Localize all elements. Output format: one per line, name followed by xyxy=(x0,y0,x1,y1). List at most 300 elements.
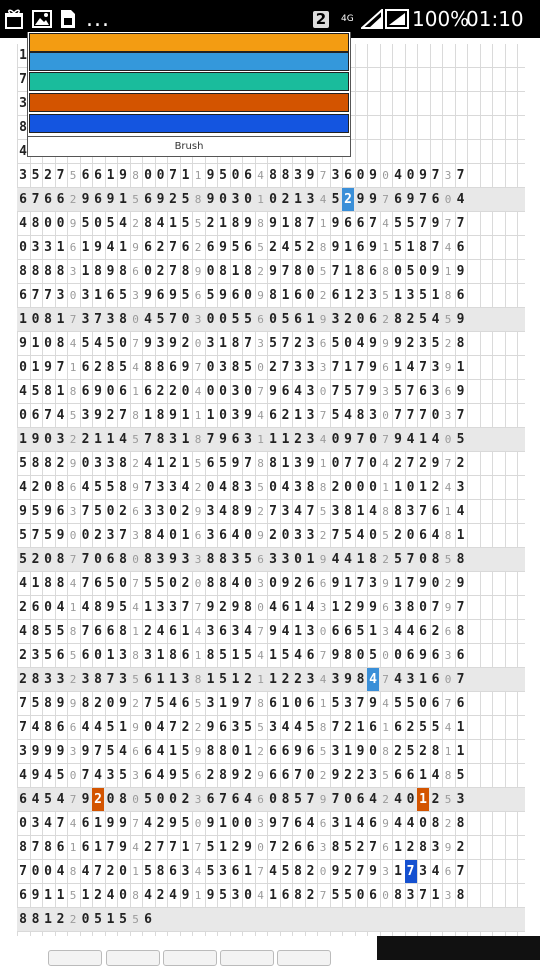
grid-cell[interactable]: 9 xyxy=(94,408,102,423)
grid-cell[interactable]: 4 xyxy=(56,792,65,807)
grid-cell[interactable]: 5 xyxy=(394,696,402,711)
grid-cell[interactable]: 4 xyxy=(294,648,302,663)
grid-cell[interactable]: 0 xyxy=(244,816,252,831)
grid-cell[interactable]: 6 xyxy=(231,864,240,879)
grid-cell[interactable]: 6 xyxy=(144,744,152,759)
grid-cell[interactable]: 1 xyxy=(169,744,177,759)
grid-cell[interactable]: 6 xyxy=(281,600,290,615)
grid-cell[interactable]: 2 xyxy=(19,600,27,615)
grid-cell[interactable]: 4 xyxy=(406,816,415,831)
grid-cell[interactable]: 6 xyxy=(344,624,352,639)
grid-cell[interactable]: 0 xyxy=(269,576,277,591)
grid-cell[interactable]: 5 xyxy=(306,720,315,735)
grid-cell[interactable]: 6 xyxy=(356,216,365,231)
grid-cell[interactable]: 7 xyxy=(456,600,465,615)
grid-cell[interactable]: 0 xyxy=(181,312,190,327)
grid-cell[interactable]: 4 xyxy=(394,816,402,831)
grid-cell[interactable]: 8 xyxy=(431,552,440,567)
grid-cell[interactable]: 8 xyxy=(294,864,302,879)
grid-cell[interactable]: 8 xyxy=(119,264,127,279)
grid-cell[interactable]: 3 xyxy=(94,456,102,471)
grid-cell[interactable]: 5 xyxy=(231,240,240,255)
grid-cell[interactable]: 0 xyxy=(369,480,377,495)
grid-cell[interactable]: 1 xyxy=(19,432,27,447)
grid-cell[interactable]: 4 xyxy=(394,624,402,639)
grid-cell[interactable]: 2 xyxy=(81,432,90,447)
grid-cell[interactable]: 2 xyxy=(181,336,190,351)
grid-cell[interactable]: 5 xyxy=(219,672,227,687)
grid-cell[interactable]: 1 xyxy=(181,456,190,471)
grid-cell[interactable]: 8 xyxy=(119,552,127,567)
grid-cell[interactable]: 4 xyxy=(94,768,102,783)
grid-cell[interactable]: 1 xyxy=(406,240,415,255)
grid-cell[interactable]: 6 xyxy=(269,768,277,783)
grid-cell[interactable]: 7 xyxy=(81,624,90,639)
grid-cell[interactable]: 3 xyxy=(119,672,127,687)
grid-cell[interactable]: 3 xyxy=(294,360,302,375)
grid-cell[interactable]: 0 xyxy=(406,792,415,807)
grid-cell[interactable]: 7 xyxy=(144,696,152,711)
grid-cell[interactable]: 9 xyxy=(369,600,377,615)
grid-cell[interactable]: 8 xyxy=(244,264,252,279)
grid-cell[interactable]: 9 xyxy=(456,264,465,279)
grid-cell[interactable]: 9 xyxy=(19,504,27,519)
grid-cell[interactable]: 7 xyxy=(181,600,190,615)
grid-cell[interactable]: 6 xyxy=(144,768,152,783)
grid-cell[interactable]: 2 xyxy=(356,840,365,855)
grid-cell[interactable]: 3 xyxy=(306,624,315,639)
grid-cell[interactable]: 6 xyxy=(281,768,290,783)
grid-cell[interactable]: 1 xyxy=(231,648,240,663)
grid-cell[interactable]: 6 xyxy=(419,384,427,399)
grid-cell[interactable]: 3 xyxy=(344,696,352,711)
grid-cell[interactable]: 9 xyxy=(244,408,252,423)
grid-cell[interactable]: 9 xyxy=(106,600,115,615)
grid-cell[interactable]: 1 xyxy=(394,576,402,591)
grid-cell[interactable]: 5 xyxy=(181,216,190,231)
grid-cell[interactable]: 0 xyxy=(356,480,365,495)
grid-cell[interactable]: 9 xyxy=(81,744,90,759)
grid-cell[interactable]: 9 xyxy=(119,816,127,831)
grid-cell[interactable]: 2 xyxy=(294,336,302,351)
grid-cell[interactable]: 6 xyxy=(344,216,352,231)
grid-cell[interactable]: 8 xyxy=(456,552,465,567)
grid-cell[interactable]: 7 xyxy=(406,408,415,423)
grid-cell[interactable]: 9 xyxy=(356,744,365,759)
grid-cell[interactable]: 3 xyxy=(31,240,40,255)
grid-cell[interactable]: 0 xyxy=(119,576,127,591)
grid-cell[interactable]: 2 xyxy=(306,888,315,903)
grid-cell[interactable]: 9 xyxy=(156,192,165,207)
grid-cell[interactable]: 8 xyxy=(106,360,115,375)
grid-cell[interactable]: 2 xyxy=(269,360,277,375)
grid-cell[interactable]: 2 xyxy=(244,672,252,687)
grid-cell[interactable]: 2 xyxy=(156,816,165,831)
grid-cell[interactable]: 8 xyxy=(219,576,227,591)
grid-cell[interactable]: 8 xyxy=(31,216,40,231)
grid-cell[interactable]: 3 xyxy=(56,672,65,687)
grid-cell[interactable]: 0 xyxy=(144,264,152,279)
grid-cell[interactable]: 2 xyxy=(106,864,115,879)
grid-cell[interactable]: 7 xyxy=(94,312,102,327)
grid-cell[interactable]: 3 xyxy=(156,600,165,615)
grid-cell[interactable]: 3 xyxy=(31,648,40,663)
grid-cell[interactable]: 3 xyxy=(156,504,165,519)
grid-cell[interactable]: 2 xyxy=(344,720,352,735)
grid-cell[interactable]: 0 xyxy=(44,600,52,615)
grid-cell[interactable]: 0 xyxy=(406,528,415,543)
grid-cell[interactable]: 0 xyxy=(19,240,27,255)
grid-cell[interactable]: 6 xyxy=(306,648,315,663)
grid-cell[interactable]: 2 xyxy=(294,672,302,687)
grid-cell[interactable]: 8 xyxy=(269,168,277,183)
grid-cell[interactable]: 6 xyxy=(306,576,315,591)
grid-cell[interactable]: 5 xyxy=(331,336,340,351)
grid-cell[interactable]: 2 xyxy=(331,480,340,495)
grid-cell[interactable]: 9 xyxy=(306,168,315,183)
grid-cell[interactable]: 4 xyxy=(406,432,415,447)
grid-cell[interactable]: 7 xyxy=(369,216,377,231)
grid-cell[interactable]: 7 xyxy=(281,336,290,351)
grid-cell[interactable]: 0 xyxy=(19,360,27,375)
grid-cell[interactable]: 1 xyxy=(356,504,365,519)
grid-cell[interactable]: 2 xyxy=(306,864,315,879)
grid-cell[interactable]: 3 xyxy=(306,384,315,399)
grid-cell[interactable]: 4 xyxy=(306,600,315,615)
grid-cell[interactable]: 8 xyxy=(356,408,365,423)
grid-cell[interactable]: 5 xyxy=(206,864,215,879)
grid-cell[interactable]: 7 xyxy=(419,408,427,423)
grid-cell[interactable]: 4 xyxy=(144,816,152,831)
grid-cell[interactable]: 2 xyxy=(456,456,465,471)
grid-cell[interactable]: 0 xyxy=(369,456,377,471)
grid-cell[interactable]: 3 xyxy=(306,528,315,543)
grid-cell[interactable]: 1 xyxy=(419,432,427,447)
grid-cell[interactable]: 8 xyxy=(244,600,252,615)
grid-cell[interactable]: 3 xyxy=(306,672,315,687)
grid-cell[interactable]: 0 xyxy=(356,888,365,903)
grid-cell[interactable]: 5 xyxy=(231,312,240,327)
grid-cell[interactable]: 3 xyxy=(406,888,415,903)
grid-cell[interactable]: 6 xyxy=(94,624,102,639)
grid-cell[interactable]: 6 xyxy=(31,408,40,423)
grid-cell[interactable]: 5 xyxy=(119,768,127,783)
color-picker-popup[interactable] xyxy=(27,32,351,157)
grid-cell[interactable]: 3 xyxy=(306,432,315,447)
grid-cell[interactable]: 1 xyxy=(281,216,290,231)
grid-cell[interactable]: 3 xyxy=(106,768,115,783)
grid-cell[interactable]: 8 xyxy=(56,552,65,567)
grid-cell[interactable]: 8 xyxy=(94,600,102,615)
grid-cell[interactable]: 7 xyxy=(419,360,427,375)
grid-cell[interactable]: 9 xyxy=(94,384,102,399)
grid-cell[interactable]: 5 xyxy=(356,624,365,639)
grid-cell[interactable]: 9 xyxy=(169,336,177,351)
grid-cell[interactable]: 7 xyxy=(19,72,27,87)
grid-cell[interactable]: 0 xyxy=(19,408,27,423)
grid-cell[interactable]: 5 xyxy=(394,552,402,567)
grid-cell[interactable]: 0 xyxy=(156,168,165,183)
grid-cell[interactable]: 6 xyxy=(331,624,340,639)
grid-cell[interactable]: 2 xyxy=(419,744,427,759)
grid-cell[interactable]: 3 xyxy=(119,648,127,663)
grid-cell[interactable]: 9 xyxy=(231,768,240,783)
grid-cell[interactable]: 6 xyxy=(219,528,227,543)
grid-cell[interactable]: 7 xyxy=(44,288,52,303)
grid-cell[interactable]: 3 xyxy=(181,552,190,567)
grid-cell[interactable]: 1 xyxy=(181,168,190,183)
grid-cell[interactable]: 1 xyxy=(181,624,190,639)
grid-cell[interactable]: 7 xyxy=(206,432,215,447)
grid-cell[interactable]: 6 xyxy=(19,192,27,207)
grid-cell[interactable]: 8 xyxy=(331,840,340,855)
grid-cell[interactable]: 7 xyxy=(106,840,115,855)
grid-cell[interactable]: 3 xyxy=(431,360,440,375)
grid-cell[interactable]: 4 xyxy=(156,528,165,543)
grid-cell[interactable]: 2 xyxy=(344,768,352,783)
grid-cell[interactable]: 7 xyxy=(94,864,102,879)
grid-cell[interactable]: 0 xyxy=(394,648,402,663)
grid-cell[interactable]: 8 xyxy=(394,888,402,903)
grid-cell[interactable]: 2 xyxy=(31,552,40,567)
grid-cell[interactable]: 3 xyxy=(156,480,165,495)
grid-cell[interactable]: 7 xyxy=(169,720,177,735)
grid-cell[interactable]: 4 xyxy=(19,624,27,639)
grid-cell[interactable]: 6 xyxy=(419,624,427,639)
grid-cell[interactable]: 8 xyxy=(19,840,27,855)
grid-cell[interactable]: 5 xyxy=(281,864,290,879)
grid-cell[interactable]: 9 xyxy=(331,864,340,879)
grid-cell[interactable]: 6 xyxy=(356,792,365,807)
grid-cell[interactable]: 6 xyxy=(269,744,277,759)
grid-cell[interactable]: 0 xyxy=(119,864,127,879)
grid-cell[interactable]: 0 xyxy=(244,192,252,207)
grid-cell[interactable]: 8 xyxy=(144,552,152,567)
grid-cell[interactable]: 8 xyxy=(356,672,365,687)
grid-cell[interactable]: 6 xyxy=(294,816,302,831)
grid-cell[interactable]: 8 xyxy=(219,744,227,759)
grid-cell[interactable]: 9 xyxy=(369,336,377,351)
grid-cell[interactable]: 4 xyxy=(81,480,90,495)
grid-cell[interactable]: 5 xyxy=(244,648,252,663)
grid-cell[interactable]: 7 xyxy=(306,792,315,807)
grid-cell[interactable]: 2 xyxy=(144,840,152,855)
grid-cell[interactable]: 5 xyxy=(106,480,115,495)
grid-cell[interactable]: 9 xyxy=(231,696,240,711)
grid-cell[interactable]: 2 xyxy=(94,528,102,543)
grid-cell[interactable]: 5 xyxy=(106,720,115,735)
grid-cell[interactable]: 5 xyxy=(144,576,152,591)
grid-cell[interactable]: 3 xyxy=(206,504,215,519)
grid-cell[interactable]: 9 xyxy=(169,816,177,831)
grid-cell[interactable]: 0 xyxy=(419,696,427,711)
grid-cell[interactable]: 8 xyxy=(19,264,27,279)
grid-cell[interactable]: 8 xyxy=(56,264,65,279)
grid-cell[interactable]: 9 xyxy=(31,888,40,903)
grid-cell[interactable]: 3 xyxy=(269,552,277,567)
color-swatch-3[interactable] xyxy=(29,72,349,91)
grid-cell[interactable]: 8 xyxy=(206,552,215,567)
grid-cell[interactable]: 6 xyxy=(269,696,277,711)
grid-cell[interactable]: 6 xyxy=(281,384,290,399)
grid-cell[interactable]: 3 xyxy=(456,480,465,495)
grid-cell[interactable]: 5 xyxy=(144,792,152,807)
grid-cell[interactable]: 5 xyxy=(156,696,165,711)
grid-cell[interactable]: 0 xyxy=(356,312,365,327)
grid-cell[interactable]: 9 xyxy=(144,336,152,351)
grid-cell[interactable]: 9 xyxy=(456,384,465,399)
grid-cell[interactable]: 3 xyxy=(44,240,52,255)
grid-cell[interactable]: 0 xyxy=(169,504,177,519)
grid-cell[interactable]: 7 xyxy=(244,336,252,351)
grid-cell[interactable]: 5 xyxy=(406,696,415,711)
grid-cell[interactable]: 2 xyxy=(281,840,290,855)
grid-cell[interactable]: 8 xyxy=(219,264,227,279)
grid-cell[interactable]: 8 xyxy=(231,504,240,519)
grid-cell[interactable]: 5 xyxy=(294,240,302,255)
grid-cell[interactable]: 4 xyxy=(156,744,165,759)
grid-cell[interactable]: 2 xyxy=(344,864,352,879)
grid-cell[interactable]: 2 xyxy=(394,744,402,759)
grid-cell[interactable]: 6 xyxy=(231,432,240,447)
number-grid[interactable] xyxy=(17,44,525,936)
grid-cell[interactable]: 8 xyxy=(44,840,52,855)
grid-cell[interactable]: 6 xyxy=(219,720,227,735)
grid-cell[interactable]: 2 xyxy=(181,504,190,519)
grid-cell[interactable]: 0 xyxy=(406,480,415,495)
grid-cell[interactable]: 9 xyxy=(331,768,340,783)
grid-cell[interactable]: 1 xyxy=(119,720,127,735)
grid-cell[interactable]: 8 xyxy=(419,840,427,855)
grid-cell[interactable]: 9 xyxy=(206,192,215,207)
grid-cell[interactable]: 1 xyxy=(356,552,365,567)
grid-cell[interactable]: 1 xyxy=(344,576,352,591)
grid-cell[interactable]: 5 xyxy=(31,504,40,519)
grid-cell[interactable]: 4 xyxy=(244,792,252,807)
grid-cell[interactable]: 0 xyxy=(331,432,340,447)
grid-cell[interactable]: 3 xyxy=(81,672,90,687)
grid-cell[interactable]: 0 xyxy=(44,552,52,567)
grid-cell[interactable]: 7 xyxy=(144,432,152,447)
grid-cell[interactable]: 4 xyxy=(119,216,127,231)
grid-cell[interactable]: 9 xyxy=(294,744,302,759)
grid-cell[interactable]: 0 xyxy=(244,384,252,399)
grid-cell[interactable]: 4 xyxy=(31,720,40,735)
grid-cell[interactable]: 1 xyxy=(281,456,290,471)
grid-cell[interactable]: 5 xyxy=(156,576,165,591)
grid-cell[interactable]: 8 xyxy=(294,216,302,231)
grid-cell[interactable]: 9 xyxy=(369,696,377,711)
grid-cell[interactable]: 4 xyxy=(19,384,27,399)
grid-cell[interactable]: 2 xyxy=(419,456,427,471)
grid-cell[interactable]: 4 xyxy=(44,816,52,831)
grid-cell[interactable]: 7 xyxy=(331,792,340,807)
grid-cell[interactable]: 4 xyxy=(19,216,27,231)
grid-cell[interactable]: 7 xyxy=(331,360,340,375)
grid-cell[interactable]: 1 xyxy=(394,840,402,855)
grid-cell[interactable]: 4 xyxy=(231,576,240,591)
grid-cell[interactable]: 6 xyxy=(144,912,152,927)
grid-cell[interactable]: 0 xyxy=(169,576,177,591)
grid-cell[interactable]: 2 xyxy=(169,456,177,471)
grid-cell[interactable]: 3 xyxy=(169,480,177,495)
grid-cell[interactable]: 5 xyxy=(394,384,402,399)
grid-cell[interactable]: 6 xyxy=(244,168,252,183)
grid-cell[interactable]: 7 xyxy=(169,840,177,855)
grid-cell[interactable]: 3 xyxy=(169,432,177,447)
grid-cell[interactable]: 6 xyxy=(369,312,377,327)
grid-cell[interactable]: 4 xyxy=(19,144,27,159)
grid-cell[interactable]: 9 xyxy=(394,336,402,351)
grid-cell[interactable]: 3 xyxy=(369,408,377,423)
grid-cell[interactable]: 4 xyxy=(56,408,65,423)
grid-cell[interactable]: 5 xyxy=(144,864,152,879)
grid-cell[interactable]: 3 xyxy=(231,408,240,423)
grid-cell[interactable]: 4 xyxy=(281,480,290,495)
grid-cell[interactable]: 6 xyxy=(156,288,165,303)
grid-cell[interactable]: 9 xyxy=(219,240,227,255)
grid-cell[interactable]: 2 xyxy=(181,720,190,735)
grid-cell[interactable]: 1 xyxy=(219,216,227,231)
grid-cell[interactable]: 7 xyxy=(431,600,440,615)
grid-cell[interactable]: 3 xyxy=(206,696,215,711)
grid-cell[interactable]: 6 xyxy=(206,240,215,255)
grid-cell[interactable]: 3 xyxy=(19,168,27,183)
grid-cell[interactable]: 0 xyxy=(81,456,90,471)
grid-cell[interactable]: 0 xyxy=(419,264,427,279)
grid-cell[interactable]: 8 xyxy=(44,696,52,711)
grid-cell[interactable]: 1 xyxy=(281,696,290,711)
grid-cell[interactable]: 0 xyxy=(44,432,52,447)
grid-cell[interactable]: 3 xyxy=(19,744,27,759)
grid-cell[interactable]: 9 xyxy=(31,432,40,447)
grid-cell[interactable]: 2 xyxy=(94,888,102,903)
grid-cell[interactable]: 4 xyxy=(56,864,65,879)
grid-cell[interactable]: 5 xyxy=(181,744,190,759)
grid-cell[interactable]: 9 xyxy=(269,216,277,231)
grid-cell[interactable]: 2 xyxy=(406,840,415,855)
grid-cell[interactable]: 6 xyxy=(231,288,240,303)
grid-cell[interactable]: 0 xyxy=(394,264,402,279)
grid-cell[interactable]: 7 xyxy=(394,408,402,423)
grid-cell[interactable]: 4 xyxy=(219,504,227,519)
grid-cell[interactable]: 1 xyxy=(269,672,277,687)
grid-cell[interactable]: 5 xyxy=(406,744,415,759)
grid-cell[interactable]: 9 xyxy=(169,552,177,567)
grid-cell[interactable]: 0 xyxy=(94,216,102,231)
grid-cell[interactable]: 3 xyxy=(219,360,227,375)
grid-cell[interactable]: 3 xyxy=(331,312,340,327)
grid-cell[interactable]: 9 xyxy=(244,504,252,519)
grid-cell[interactable]: 1 xyxy=(269,648,277,663)
grid-cell[interactable]: 1 xyxy=(417,788,429,811)
grid-cell[interactable]: 1 xyxy=(106,168,115,183)
grid-cell[interactable]: 5 xyxy=(269,336,277,351)
grid-cell[interactable]: 5 xyxy=(406,264,415,279)
grid-cell[interactable]: 5 xyxy=(206,288,215,303)
grid-cell[interactable]: 0 xyxy=(269,192,277,207)
grid-cell[interactable]: 1 xyxy=(156,648,165,663)
grid-cell[interactable]: 7 xyxy=(119,528,127,543)
grid-cell[interactable]: 2 xyxy=(92,788,104,811)
grid-cell[interactable]: 9 xyxy=(31,768,40,783)
grid-cell[interactable]: 7 xyxy=(406,384,415,399)
grid-cell[interactable]: 3 xyxy=(244,432,252,447)
grid-cell[interactable]: 9 xyxy=(206,888,215,903)
grid-cell[interactable]: 8 xyxy=(394,504,402,519)
grid-cell[interactable]: 7 xyxy=(406,456,415,471)
grid-cell[interactable]: 2 xyxy=(231,840,240,855)
